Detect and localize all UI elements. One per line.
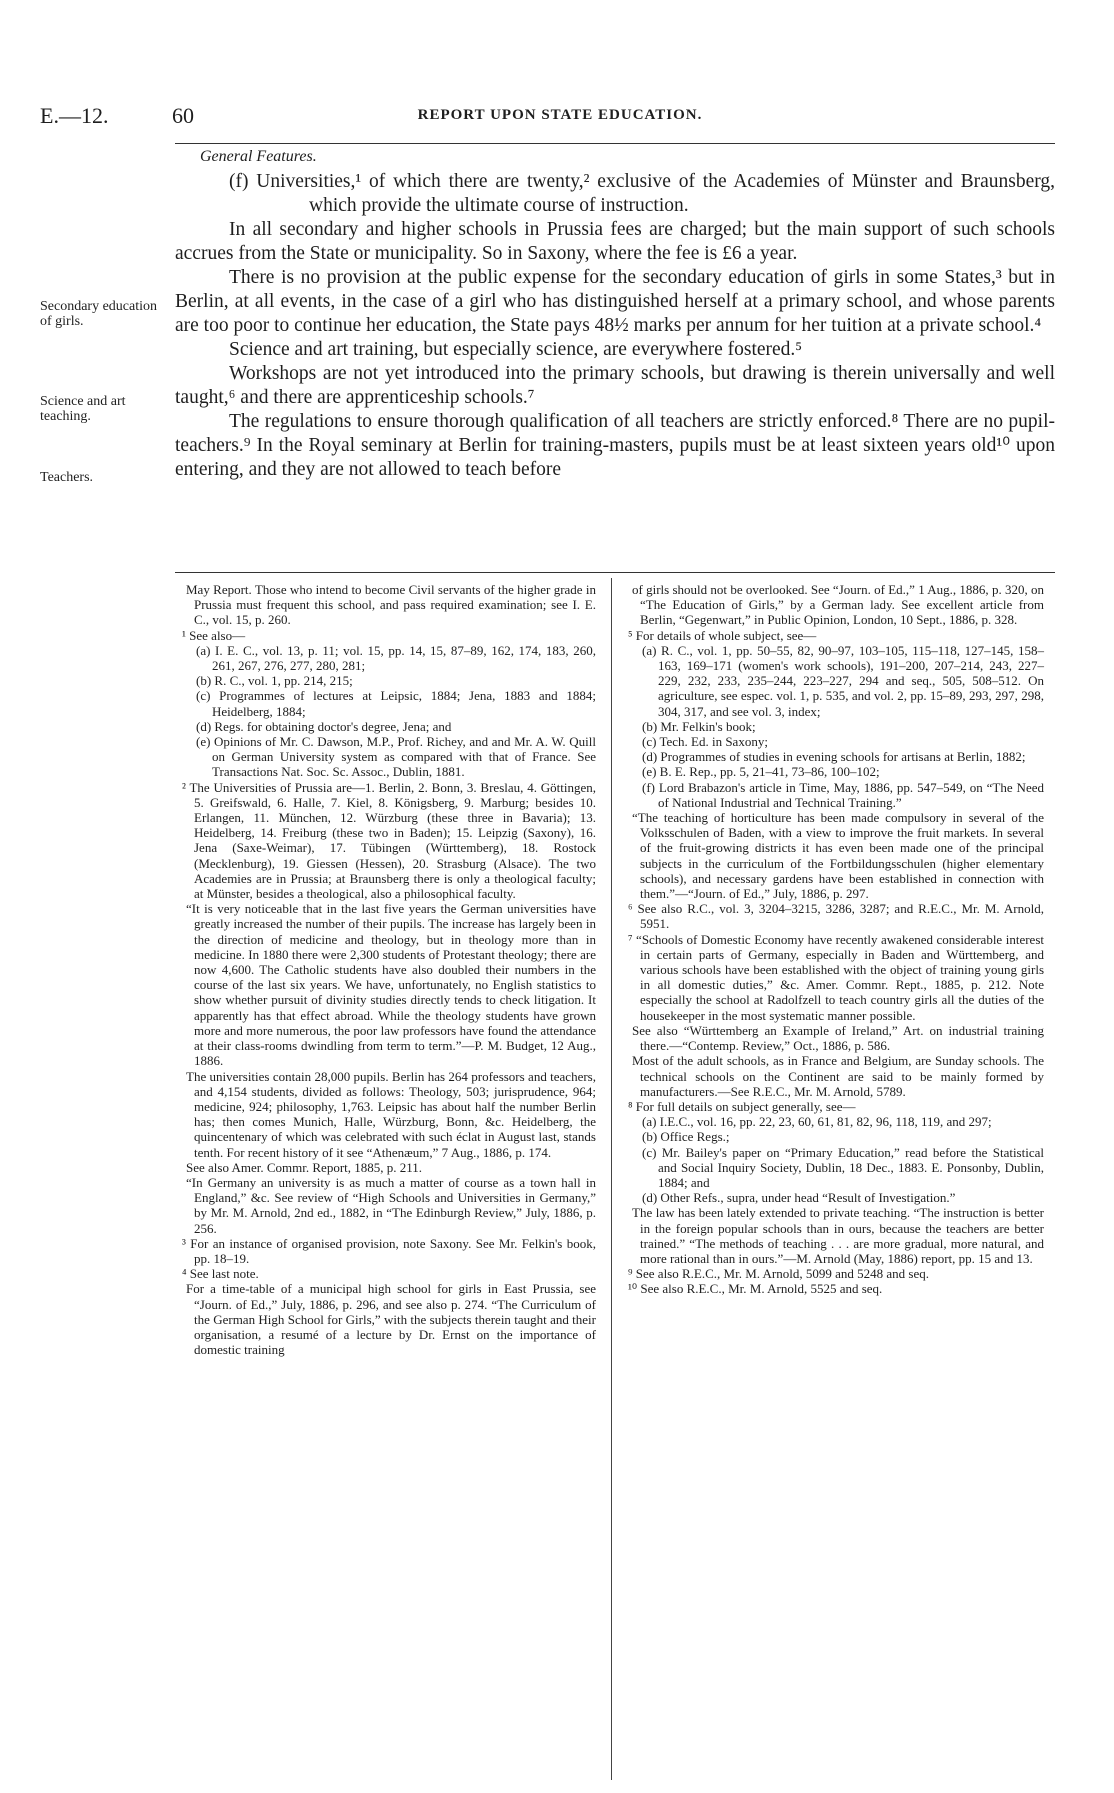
footnote-entry: “It is very noticeable that in the last five years the German universities have greatly increased the number of their pupils. The increase has largely been in the direction of medicine and theology, but in theology more than in medicine. In 1880 there were 2,300 students of Protestant theology; there are now 4,600. The Catholic students have also doubled their numbers in the course of the last six years. We have, unfortunately, no English statistics to show whether pursuit of divinity studies directly tends to check litigation. It apparently has that effect abroad. While the theology students have grown more and more numerous, the poor law professors have found the attendance at their class-rooms dwindling from term to term.”—P. M. Budget, 12 Aug., 1886. [186,901,596,1069]
footnote-entry: ¹⁰ See also R.E.C., Mr. M. Arnold, 5525 and seq. [628,1281,883,1297]
footnote-entry: (f) Lord Brabazon's article in Time, May, 1886, pp. 547–549, on “The Need of National Industrial and Technical Training.” [642,779,1044,810]
footnote-entry: ⁵ For details of whole subject, see— [628,627,817,643]
header-rule [175,143,1055,144]
paragraph-girls-education: There is no provision at the public expense for the secondary education of girls in some States,³ but in Berlin, at all events, in the case of a girl who has distinguished herself at a primary school, and whose parents are too poor to continue her education, the State pays 48½ marks per annum for her tuition at a private school.⁴ [175,267,1055,336]
footnote-entry: ⁶ See also R.C., vol. 3, 3204–3215, 3286, 3287; and R.E.C., Mr. M. Arnold, 5951. [628,901,1044,932]
footnote-entry: (c) Mr. Bailey's paper on “Primary Education,” read before the Statistical and Social Inquiry Society, Dublin, 18 Dec., 1883. E. Ponsonby, Dublin, 1884; and [642,1144,1044,1190]
footnote-entry: ⁷ “Schools of Domestic Economy have recently awakened considerable interest in certain parts of Germany, especially in Baden and Württemberg, and various schools have been established with the object of training young girls in all domestic duties,” &c. Amer. Commr. Rept., 1885, p. 212. Note especially the school at Radolfzell to teach country girls all the duties of the housekeeper in the most systematic manner possible. [628,931,1044,1023]
footnote-rule [175,572,1055,573]
footnote-entry: (a) R. C., vol. 1, pp. 50–55, 82, 90–97, 103–105, 115–118, 127–145, 158–163, 169–171 (women's work schools), 191–200, 207–214, 243, 227–229, 232, 233, 235–244, 223–227, 294 and seq., 505, 508–512. On agriculture, see espec. vol. 1, p. 535, and vol. 2, pp. 15–89, 293, 297, 298, 304, 317, and see vol. 3, index; [642,642,1044,719]
footnote-entry: (b) Office Regs.; [642,1129,730,1145]
footnote-entry: ¹ See also— [182,627,246,643]
footnote-entry: (d) Programmes of studies in evening schools for artisans at Berlin, 1882; [642,749,1026,765]
footnote-entry: ⁸ For full details on subject generally, see— [628,1098,856,1114]
paragraph-teachers: The regulations to ensure thorough qualification of all teachers are strictly enforced.⁸ There are no pupil-teachers.⁹ In the Royal seminary at Berlin for training-masters, pupils must be at least sixteen years old¹⁰ upon entering, and they are not allowed to teach before [175,411,1055,480]
margin-note-teachers: Teachers. [40,470,94,485]
footnote-entry: (e) Opinions of Mr. C. Dawson, M.P., Prof. Richey, and and Mr. A. W. Quill on German University system as compared with that of France. See Transactions Nat. Soc. Sc. Assoc., Dublin, 1881. [196,734,596,780]
footnote-entry: (a) I. E. C., vol. 13, p. 11; vol. 15, pp. 14, 15, 87–89, 162, 174, 183, 260, 261, 267, 276, 277, 280, 281; [196,642,596,674]
footnote-entry: The law has been lately extended to private teaching. “The instruction is better in the foreign popular schools than in ours, because the teachers are better trained.” “The methods of teaching . . . are more gradual, more natural, and more rational than in ours.”—M. Arnold (May, 1886) report, pp. 15 and 13. [632,1205,1044,1266]
paragraph-universities: (f) Universities,¹ of which there are twenty,² exclusive of the Academies of Münster and Braunsberg, which provide the ultimate course of instruction. [229,171,1055,216]
footnote-entry: (a) I.E.C., vol. 16, pp. 22, 23, 60, 61, 81, 82, 96, 118, 119, and 297; [642,1114,992,1130]
footnote-entry: ⁴ See last note. [182,1266,259,1282]
footnote-entry: (d) Regs. for obtaining doctor's degree, Jena; and [196,718,452,734]
footnotes-left-column [178,582,596,1357]
footnote-entry: (e) B. E. Rep., pp. 5, 21–41, 73–86, 100–102; [642,764,880,780]
footnote-entry: See also Amer. Commr. Report, 1885, p. 211. [186,1159,423,1175]
footnote-entry: For a time-table of a municipal high school for girls in East Prussia, see “Journ. of Ed.,” July, 1886, p. 296, and see also p. 274. “The Curriculum of the German High School for Girls,” with the subjects therein taught and their organisation, a resumé of a lecture by Dr. Ernst on the importance of domestic training [186,1281,596,1358]
document-reference: E.—12. [40,103,109,128]
footnote-entry: The universities contain 28,000 pupils. Berlin has 264 professors and teachers, and 4,154 students, divided as follows: Theology, 503; jurisprudence, 964; medicine, 924; philosophy, 1,763. Leipsic has about half the number Berlin has; then comes Munich, Halle, Würzburg, Bonn, &c. Heidelberg, the quincentenary of which was celebrated with such éclat in August last, stands tenth. For recent history of it see “Athenæum,” 7 Aug., 1886, p. 174. [186,1068,596,1160]
footnote-column-divider [611,578,612,1780]
footnote-entry: “In Germany an university is as much a matter of course as a town hall in England,” &c. See review of “High Schools and Universities in Germany,” by Mr. M. Arnold, 2nd ed., 1882, in “The Edinburgh Review,” July, 1886, p. 256. [186,1174,596,1236]
page-number: 60 [172,103,194,128]
margin-note-secondary-girls: Secondary education of girls. [40,299,158,329]
section-heading: General Features. [200,148,317,165]
paragraph-fees: In all secondary and higher schools in Prussia fees are charged; but the main support of such schools accrues from the State or municipality. So in Saxony, where the fee is £6 a year. [175,219,1055,264]
footnote-entry: ² The Universities of Prussia are—1. Berlin, 2. Bonn, 3. Breslau, 4. Göttingen, 5. Greifswald, 6. Halle, 7. Kiel, 8. Königsberg, 9. Marburg; besides 10. Erlangen, 11. München, 12. Würzburg (these three in Bavaria); 13. Heidelberg, 14. Freiburg (these two in Baden); 15. Leipzig (Saxony), 16. Jena (Saxe-Weimar), 17. Tübingen (Württemberg), 18. Rostock (Mecklenburg), 19. Giessen (Hessen), 20. Strasburg (Alsace). The two Academies are in Prussia; at Braunsberg there is only a theological faculty; at Münster, besides a theological, also a philosophical faculty. [182,779,596,902]
paragraph-workshops: Workshops are not yet introduced into the primary schools, but drawing is therein universally and well taught,⁶ and there are apprenticeship schools.⁷ [175,363,1055,408]
footnote-entry: (c) Programmes of lectures at Leipsic, 1884; Jena, 1883 and 1884; Heidelberg, 1884; [196,688,596,719]
footnote-entry: Most of the adult schools, as in France and Belgium, are Sunday schools. The technical schools on the Continent are said to be mainly formed by manufacturers.—See R.E.C., Mr. M. Arnold, 5789. [632,1053,1044,1099]
footnote-entry: “The teaching of horticulture has been made compulsory in several of the Volksschulen of Baden, with a view to improve the fruit markets. In several of the fruit-growing districts it has even been made one of the principal subjects in the curriculum of the Fortbildungsschulen (higher elementary schools), and necessary gardens have been established in connection with them.”—“Journ. of Ed.,” July, 1886, p. 297. [632,810,1044,902]
footnote-entry: ³ For an instance of organised provision, note Saxony. See Mr. Felkin's book, pp. 18–19. [182,1235,596,1266]
footnote-entry: (b) R. C., vol. 1, pp. 214, 215; [196,673,353,689]
footnote-entry: of girls should not be overlooked. See “Journ. of Ed.,” 1 Aug., 1886, p. 320, on “The Education of Girls,” by a German lady. See excellent article from Berlin, “Gegenwart,” in Public Opinion, London, 10 Sept., 1886, p. 328. [632,582,1044,628]
margin-note-science-art: Science and art teaching. [40,394,126,424]
paragraph-science-art: Science and art training, but especially science, are everywhere fostered.⁵ [229,339,803,360]
footnotes-right-column [624,582,1044,1297]
footnote-entry: (c) Tech. Ed. in Saxony; [642,734,768,750]
footnote-entry: ⁹ See also R.E.C., Mr. M. Arnold, 5099 and 5248 and seq. [628,1266,929,1282]
page-header [40,103,1080,131]
main-body [175,170,1055,482]
footnote-entry: See also “Württemberg an Example of Ireland,” Art. on industrial training there.—“Contemp. Review,” Oct., 1886, p. 586. [632,1022,1044,1054]
footnote-entry: (d) Other Refs., supra, under head “Result of Investigation.” [642,1190,956,1206]
footnote-entry: May Report. Those who intend to become Civil servants of the higher grade in Prussia must frequent this school, and pass required examination; see I. E. C., vol. 15, p. 260. [186,582,596,628]
running-title: REPORT UPON STATE EDUCATION. [417,107,703,123]
footnote-entry: (b) Mr. Felkin's book; [642,718,756,734]
